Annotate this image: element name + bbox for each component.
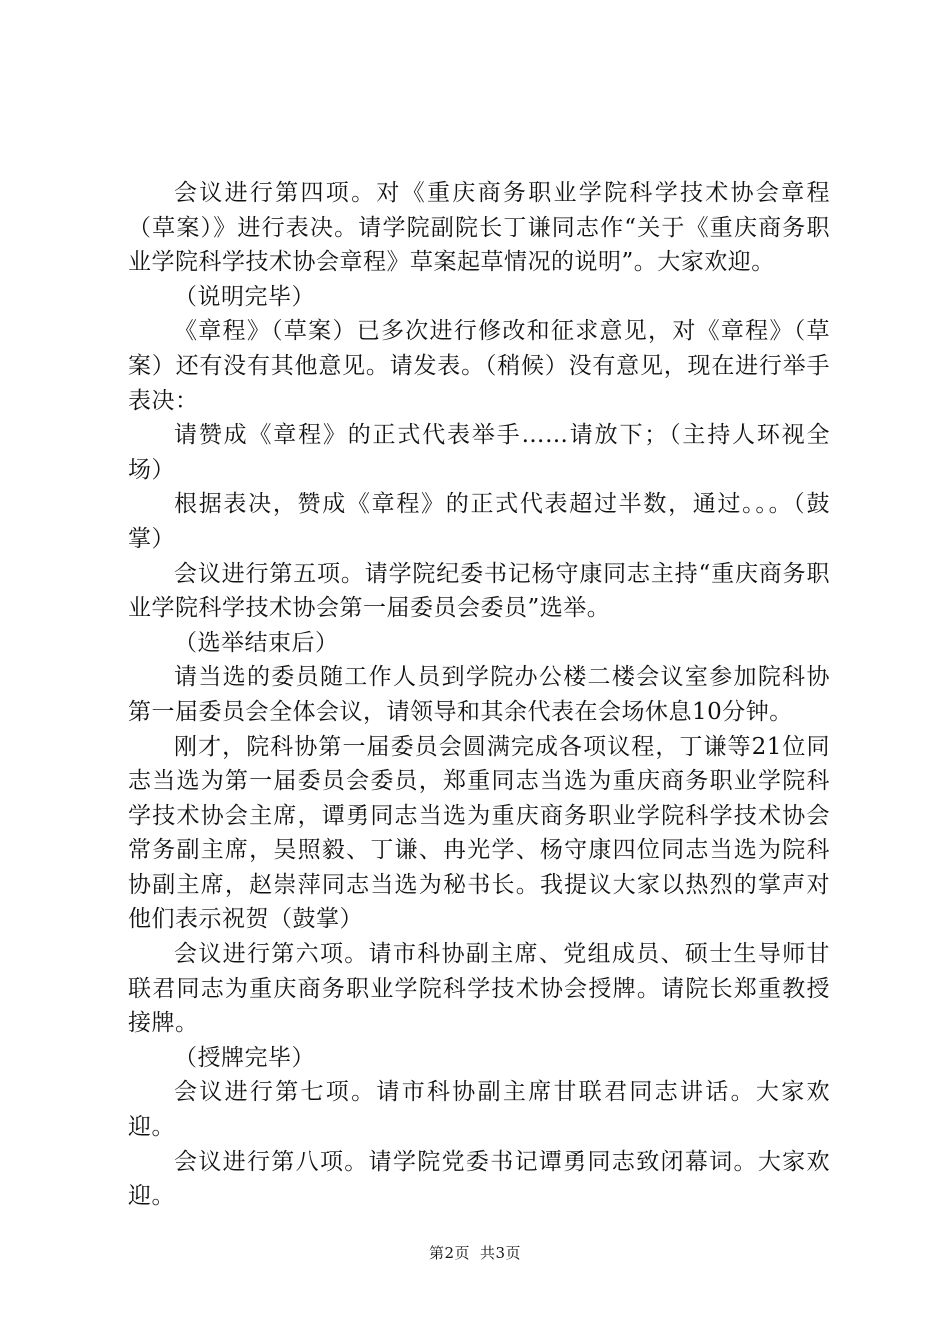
paragraph-item-8: 会议进行第八项。请学院党委书记谭勇同志致闭幕词。大家欢迎。 [128, 1148, 830, 1210]
paragraph-election-result: 刚才，院科协第一届委员会圆满完成各项议程，丁谦等21位同志当选为第一届委员会委员，郑重同志当选为重庆商务职业学院科学技术协会主席，谭勇同志当选为重庆商务职业学院科学技术协会常务副主席，吴照毅、丁谦、冉光学、杨守康四位同志当选为院科协副主席，赵崇萍同志当选为秘书长。我提议大家以热烈的掌声对他们表示祝贺（鼓掌） [128, 733, 830, 933]
page-number: 第2页 [428, 1244, 470, 1262]
document-body [128, 176, 830, 1214]
page-total: 共3页 [480, 1244, 522, 1262]
paragraph-explanation-done: （说明完毕） [174, 283, 315, 310]
page-footer [0, 1243, 950, 1263]
paragraph-vote-call: 请赞成《章程》的正式代表举手……请放下；（主持人环视全场） [128, 422, 830, 483]
paragraph-committee-meeting: 请当选的委员随工作人员到学院办公楼二楼会议室参加院科协第一届委员会全体会议，请领导和其余代表在会场休息10分钟。 [128, 664, 830, 725]
paragraph-item-4: 会议进行第四项。对《重庆商务职业学院科学技术协会章程（草案）》进行表决。请学院副院长丁谦同志作“关于《重庆商务职业学院科学技术协会章程》草案起草情况的说明”。大家欢迎。 [128, 180, 830, 276]
paragraph-item-7: 会议进行第七项。请市科协副主席甘联君同志讲话。大家欢迎。 [128, 1079, 830, 1141]
paragraph-charter-opinion: 《章程》（草案）已多次进行修改和征求意见，对《章程》（草案）还有没有其他意见。请发表。（稍候）没有意见，现在进行举手表决： [128, 318, 830, 414]
paragraph-election-done: （选举结束后） [174, 629, 339, 656]
paragraph-item-6: 会议进行第六项。请市科协副主席、党组成员、硕士生导师甘联君同志为重庆商务职业学院科学技术协会授牌。请院长郑重教授接牌。 [128, 941, 830, 1037]
paragraph-item-5: 会议进行第五项。请学院纪委书记杨守康同志主持“重庆商务职业学院科学技术协会第一届委员会委员”选举。 [128, 560, 830, 622]
paragraph-plaque-done: （授牌完毕） [174, 1044, 315, 1071]
paragraph-vote-result: 根据表决，赞成《章程》的正式代表超过半数，通过。。。（鼓掌） [128, 491, 830, 552]
